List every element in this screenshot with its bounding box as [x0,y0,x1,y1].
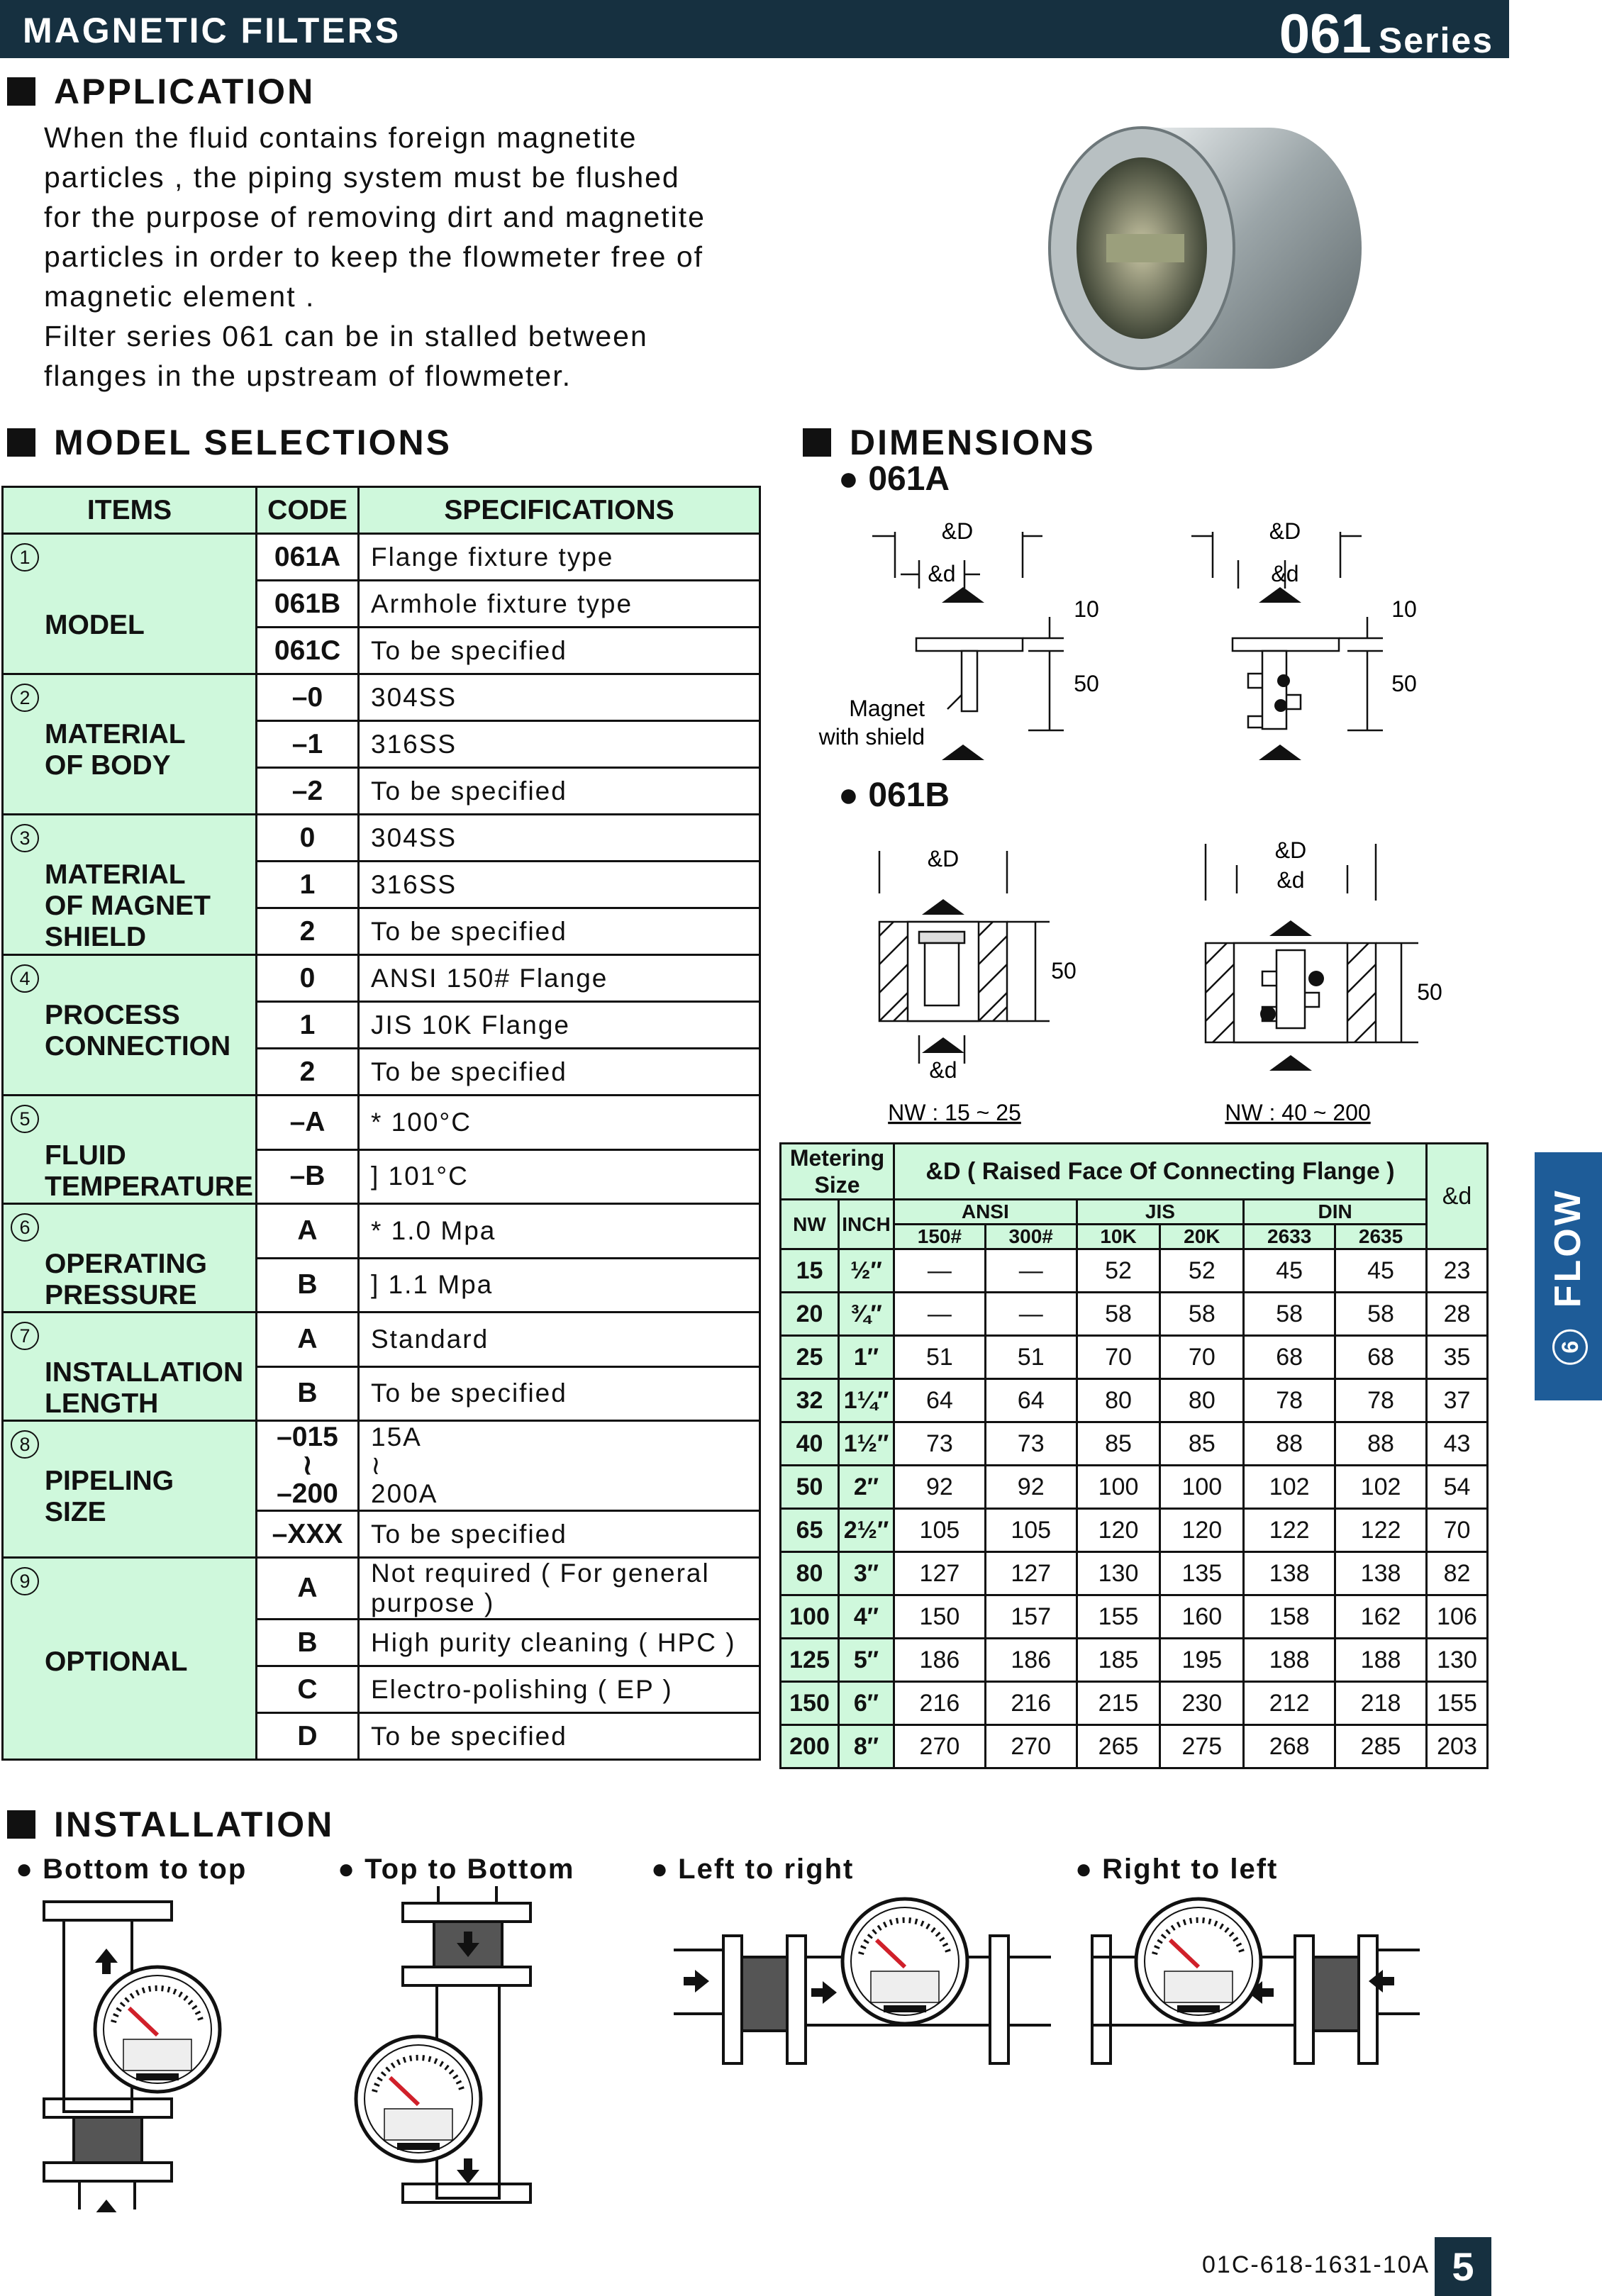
model-heading: MODEL SELECTIONS [7,422,452,463]
item-cell [3,1421,257,1558]
dim-cell: 105 [894,1509,986,1552]
dim-D-label: &D [1269,518,1301,544]
magnet-label: Magnet [849,696,925,721]
dim-cell: 100 [1160,1466,1244,1509]
dim-row [781,1466,1488,1509]
inch-header: INCH [839,1200,894,1249]
spec-cell: 316SS [359,721,760,768]
sub-header: 300# [985,1225,1077,1249]
item-label [4,1357,255,1420]
nw-cell: 50 [781,1466,839,1509]
spec-cell: ] 1.1 Mpa [359,1258,760,1313]
model-selection-table [1,486,761,1761]
dim-cell: 73 [985,1422,1077,1466]
dim-cell: 102 [1244,1466,1335,1509]
nw-cell: 125 [781,1639,839,1682]
item-label [4,1466,255,1528]
item-label-line: OF MAGNET [45,891,211,921]
dim-cell: 70 [1427,1509,1488,1552]
dim-50-label: 50 [1391,671,1417,696]
dim-cell: 70 [1077,1336,1160,1379]
dim-cell: 85 [1160,1422,1244,1466]
model-row [3,1421,760,1511]
dim-row [781,1249,1488,1293]
application-heading: APPLICATION [7,71,315,112]
dim-d-label: &d [1271,561,1299,586]
item-label-line: INSTALLATION [45,1357,244,1388]
nw-header: NW [781,1200,839,1249]
dim-cell: 203 [1427,1725,1488,1768]
install-mode-label: ● Top to Bottom [338,1854,574,1885]
dimension-table [779,1142,1489,1769]
code-cell: 2 [257,908,359,955]
spec-cell: Flange fixture type [359,534,760,581]
nw-cell: 100 [781,1595,839,1639]
dim-D-label: &D [1274,837,1307,863]
dim-cell: 80 [1077,1379,1160,1422]
dim-row [781,1682,1488,1725]
dim-cell: 37 [1427,1379,1488,1422]
item-cell [3,1313,257,1421]
dim-cell: 138 [1244,1552,1335,1595]
item-label-line: SHIELD [45,922,147,952]
spec-cell: To be specified [359,768,760,815]
application-line: particles , the piping system must be flushed [44,161,680,194]
application-line: flanges in the upstream of flowmeter. [44,360,572,392]
inch-cell: ½″ [839,1249,894,1293]
dim-cell: 186 [985,1639,1077,1682]
dim-cell: 58 [1160,1293,1244,1336]
dim-cell: 52 [1077,1249,1160,1293]
dim-cell: 215 [1077,1682,1160,1725]
dim-cell: 216 [985,1682,1077,1725]
code-cell: D [257,1713,359,1760]
dim-cell: 185 [1077,1639,1160,1682]
meter-size-header: Metering Size [781,1144,894,1200]
dim-D-label: &D [941,518,974,544]
dim-row [781,1509,1488,1552]
dimension-diagrams [794,511,1475,1135]
dim-cell: 106 [1427,1595,1488,1639]
dim-row [781,1639,1488,1682]
code-cell: 1 [257,1002,359,1049]
item-label-line: MODEL [45,610,145,640]
code-cell: A [257,1313,359,1367]
dim-row [781,1293,1488,1336]
dim-cell: 70 [1160,1336,1244,1379]
dim-cell: 155 [1077,1595,1160,1639]
item-number: 8 [11,1430,39,1459]
ansi-header: ANSI [894,1200,1077,1225]
dim-cell: 35 [1427,1336,1488,1379]
item-number: 7 [11,1322,39,1350]
nw-cell: 150 [781,1682,839,1725]
item-cell [3,1558,257,1760]
item-number: 5 [11,1105,39,1133]
col-header: SPECIFICATIONS [359,487,760,534]
code-cell: –B [257,1149,359,1204]
item-label-line: PIPELING [45,1466,174,1496]
item-label [4,610,255,641]
application-line: particles in order to keep the flowmeter free of [44,240,704,273]
dim-cell: 64 [894,1379,986,1422]
dim-cell: 78 [1335,1379,1427,1422]
dim-d-label: &d [928,561,956,586]
model-row [3,674,760,721]
dim-cell: 85 [1077,1422,1160,1466]
item-label-line: TEMPERATURE [45,1171,253,1202]
dimensions-heading: DIMENSIONS [803,422,1096,463]
code-cell: 2 [257,1049,359,1096]
code-cell: –2 [257,768,359,815]
dim-cell: 265 [1077,1725,1160,1768]
dim-10-label: 10 [1074,596,1099,622]
tab-number: 6 [1552,1330,1588,1365]
dim-cell: 230 [1160,1682,1244,1725]
dim-cell: 92 [985,1466,1077,1509]
install-mode-label: ● Left to right [651,1854,854,1885]
inch-cell: ¾″ [839,1293,894,1336]
code-cell: –0 [257,674,359,721]
code-cell: –015 ≀ –200 [257,1421,359,1511]
dim-cell: 212 [1244,1682,1335,1725]
dim-cell: — [985,1293,1077,1336]
dim-cell: 268 [1244,1725,1335,1768]
spec-cell: To be specified [359,628,760,674]
item-label-line: PRESSURE [45,1280,197,1310]
inch-cell: 2½″ [839,1509,894,1552]
model-row [3,1313,760,1367]
install-mode-label: ● Bottom to top [16,1854,247,1885]
item-label-line: OF BODY [45,750,171,781]
dim-cell: 51 [985,1336,1077,1379]
code-cell: 1 [257,862,359,908]
item-cell [3,674,257,815]
dim-cell: 188 [1335,1639,1427,1682]
dim-cell: 68 [1335,1336,1427,1379]
dim-cell: 127 [894,1552,986,1595]
dim-cell: 157 [985,1595,1077,1639]
dim-cell: 68 [1244,1336,1335,1379]
inch-cell: 5″ [839,1639,894,1682]
dim-cell: 80 [1160,1379,1244,1422]
dim-cell: 188 [1244,1639,1335,1682]
application-line: Filter series 061 can be in stalled between [44,320,648,352]
dim-cell: 135 [1160,1552,1244,1595]
dim-cell: 54 [1427,1466,1488,1509]
installation-heading: INSTALLATION [7,1804,334,1845]
dim-cell: 275 [1160,1725,1244,1768]
page-number: 5 [1435,2237,1491,2296]
item-label [4,1000,255,1062]
dim-cell: 130 [1427,1639,1488,1682]
spec-cell: * 100°C [359,1096,760,1150]
spec-cell: High purity cleaning ( HPC ) [359,1620,760,1666]
dim-cell: 122 [1244,1509,1335,1552]
inch-cell: 6″ [839,1682,894,1725]
D-header: &D ( Raised Face Of Connecting Flange ) [894,1144,1427,1200]
installation-diagrams [0,1886,1489,2212]
item-cell [3,1096,257,1204]
dim-cell: 58 [1244,1293,1335,1336]
dim-cell: 64 [985,1379,1077,1422]
item-label-line: FLUID [45,1140,126,1171]
dim-cell: 162 [1335,1595,1427,1639]
item-number: 2 [11,684,39,712]
sub-header: 2635 [1335,1225,1427,1249]
dim-cell: 160 [1160,1595,1244,1639]
dim-cell: 138 [1335,1552,1427,1595]
dim-50-label: 50 [1417,979,1442,1005]
dim-cell: 82 [1427,1552,1488,1595]
code-cell: 061C [257,628,359,674]
item-label-line: LENGTH [45,1388,159,1419]
dim-cell: 120 [1077,1509,1160,1552]
dim-cell: — [894,1249,986,1293]
inch-cell: 8″ [839,1725,894,1768]
inch-cell: 1½″ [839,1422,894,1466]
nw-cell: 20 [781,1293,839,1336]
code-cell: B [257,1620,359,1666]
application-line: for the purpose of removing dirt and magnetite [44,201,706,233]
nw-cell: 80 [781,1552,839,1595]
spec-cell: To be specified [359,1713,760,1760]
dim-cell: 92 [894,1466,986,1509]
nw-cell: 65 [781,1509,839,1552]
spec-cell: 304SS [359,674,760,721]
dim-row [781,1725,1488,1768]
dim-cell: 45 [1335,1249,1427,1293]
dim-cell: 122 [1335,1509,1427,1552]
d-header: &d [1427,1144,1488,1249]
sub-header: 20K [1160,1225,1244,1249]
item-label [4,859,255,953]
code-cell: –1 [257,721,359,768]
item-cell [3,534,257,674]
dim-061a-title: ● 061A [838,460,950,498]
dim-d-label: &d [929,1057,957,1083]
dim-cell: 150 [894,1595,986,1639]
dim-row [781,1552,1488,1595]
dim-row [781,1422,1488,1466]
item-label [4,719,255,781]
spec-cell: To be specified [359,1366,760,1421]
dim-cell: — [894,1293,986,1336]
spec-cell: ANSI 150# Flange [359,955,760,1002]
dim-d-label: &d [1276,867,1305,893]
application-text [44,118,824,396]
nw-cell: 15 [781,1249,839,1293]
page-header [0,0,1509,65]
item-label-line: MATERIAL [45,719,186,749]
nw-cell: 32 [781,1379,839,1422]
code-cell: B [257,1258,359,1313]
code-cell: B [257,1366,359,1421]
dim-row [781,1595,1488,1639]
model-row [3,534,760,581]
item-label-line: PROCESS [45,1000,180,1030]
spec-cell: Electro-polishing ( EP ) [359,1666,760,1713]
dim-cell: 73 [894,1422,986,1466]
install-mode-label: ● Right to left [1075,1854,1278,1885]
item-cell [3,955,257,1096]
filter-photo [1000,113,1369,383]
code-cell: A [257,1558,359,1620]
dim-cell: 88 [1244,1422,1335,1466]
item-label-line: SIZE [45,1497,106,1527]
dim-cell: 51 [894,1336,986,1379]
inch-cell: 1¼″ [839,1379,894,1422]
sub-header: 150# [894,1225,986,1249]
model-row [3,955,760,1002]
dim-row [781,1379,1488,1422]
code-cell: A [257,1204,359,1259]
model-row [3,1096,760,1150]
spec-cell: ] 101°C [359,1149,760,1204]
dim-cell: 218 [1335,1682,1427,1725]
spec-cell: 316SS [359,862,760,908]
dim-cell: 216 [894,1682,986,1725]
dim-10-label: 10 [1391,596,1417,622]
dim-cell: — [985,1249,1077,1293]
dim-cell: 58 [1077,1293,1160,1336]
dim-cell: 58 [1335,1293,1427,1336]
application-line: magnetic element . [44,280,316,313]
spec-cell: 15A ≀ 200A [359,1421,760,1511]
dim-cell: 45 [1244,1249,1335,1293]
code-cell: 0 [257,955,359,1002]
dim-cell: 52 [1160,1249,1244,1293]
nw-small-label: NW : 15 ~ 25 [888,1100,1021,1125]
series-label: 061 Series [1279,2,1493,65]
dim-cell: 270 [985,1725,1077,1768]
application-line: When the fluid contains foreign magnetite [44,121,638,154]
model-row [3,815,760,862]
dim-cell: 78 [1244,1379,1335,1422]
dim-50-label: 50 [1051,958,1077,983]
din-header: DIN [1244,1200,1427,1225]
dim-D-label: &D [927,846,959,871]
nw-cell: 25 [781,1336,839,1379]
sub-header: 10K [1077,1225,1160,1249]
dim-cell: 100 [1077,1466,1160,1509]
dim-cell: 105 [985,1509,1077,1552]
dim-cell: 186 [894,1639,986,1682]
spec-cell: To be specified [359,908,760,955]
col-header: ITEMS [3,487,257,534]
nw-large-label: NW : 40 ~ 200 [1225,1100,1371,1125]
item-label-line: MATERIAL [45,859,186,890]
code-cell: 0 [257,815,359,862]
dim-cell: 195 [1160,1639,1244,1682]
item-number: 4 [11,964,39,993]
spec-cell: Not required ( For general purpose ) [359,1558,760,1620]
item-label-line: CONNECTION [45,1031,231,1061]
dim-cell: 270 [894,1725,986,1768]
page-title: MAGNETIC FILTERS [23,11,401,50]
item-cell [3,815,257,955]
doc-code: 01C-618-1631-10A [1202,2251,1430,2278]
spec-cell: * 1.0 Mpa [359,1204,760,1259]
dim-cell: 155 [1427,1682,1488,1725]
dim-cell: 285 [1335,1725,1427,1768]
item-number: 9 [11,1567,39,1595]
dim-row [781,1336,1488,1379]
dim-cell: 43 [1427,1422,1488,1466]
dim-cell: 23 [1427,1249,1488,1293]
dim-cell: 130 [1077,1552,1160,1595]
item-label [4,1646,255,1678]
magnet-label: with shield [818,724,925,749]
item-label-line: OPTIONAL [45,1646,188,1677]
inch-cell: 4″ [839,1595,894,1639]
inch-cell: 2″ [839,1466,894,1509]
item-number: 1 [11,543,39,572]
code-cell: –XXX [257,1511,359,1558]
spec-cell: Standard [359,1313,760,1367]
spec-cell: Armhole fixture type [359,581,760,628]
dim-cell: 102 [1335,1466,1427,1509]
item-number: 6 [11,1213,39,1242]
item-label-line: OPERATING [45,1249,207,1279]
code-cell: C [257,1666,359,1713]
nw-cell: 200 [781,1725,839,1768]
spec-cell: To be specified [359,1049,760,1096]
model-row [3,1204,760,1259]
tab-label: FLOW [1547,1188,1589,1308]
dim-cell: 88 [1335,1422,1427,1466]
spec-cell: 304SS [359,815,760,862]
spec-cell: JIS 10K Flange [359,1002,760,1049]
code-cell: –A [257,1096,359,1150]
dim-cell: 127 [985,1552,1077,1595]
dim-50-label: 50 [1074,671,1099,696]
inch-cell: 1″ [839,1336,894,1379]
spec-cell: To be specified [359,1511,760,1558]
item-cell [3,1204,257,1313]
dim-cell: 158 [1244,1595,1335,1639]
nw-cell: 40 [781,1422,839,1466]
col-header: CODE [257,487,359,534]
code-cell: 061A [257,534,359,581]
jis-header: JIS [1077,1200,1244,1225]
code-cell: 061B [257,581,359,628]
sub-header: 2633 [1244,1225,1335,1249]
dim-cell: 120 [1160,1509,1244,1552]
item-number: 3 [11,824,39,852]
item-label [4,1140,255,1203]
inch-cell: 3″ [839,1552,894,1595]
model-row [3,1558,760,1620]
item-label [4,1249,255,1311]
section-tab-flow[interactable] [1535,1152,1602,1400]
dim-061b-title: ● 061B [838,776,950,814]
dim-cell: 28 [1427,1293,1488,1336]
